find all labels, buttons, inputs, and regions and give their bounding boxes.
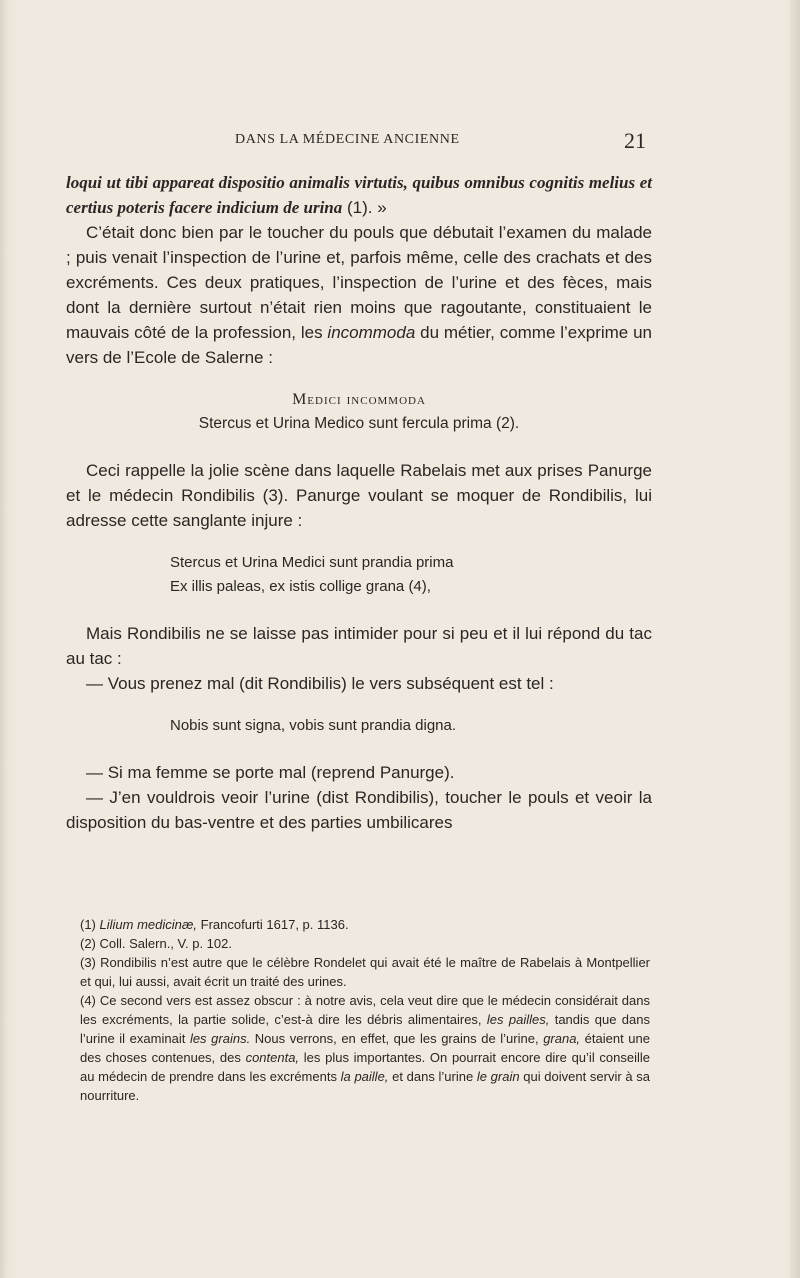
page-number: 21 bbox=[624, 128, 646, 153]
verse-title-text: Medici incommoda bbox=[292, 391, 426, 408]
paragraph-dialogue-1: — Vous prenez mal (dit Rondibilis) le vers subséquent est tel : bbox=[86, 674, 554, 693]
paragraph-examen bbox=[66, 220, 652, 370]
main-text bbox=[66, 170, 652, 835]
footnote-1-title: Lilium medicinæ, bbox=[99, 917, 198, 932]
footnote-4-text-b: tandis que dans l’urine il examinait bbox=[80, 1012, 651, 1046]
verse-line-salerne: Stercus et Urina Medico sunt fercula prima (2). bbox=[198, 415, 520, 432]
paragraph-examen-text-b: du métier, comme l’exprime un vers de l’Ecole de Salerne : bbox=[66, 323, 652, 367]
paragraph-dialogue-2: — Si ma femme se porte mal (reprend Panurge). bbox=[86, 763, 455, 782]
footnote-2: (2) Coll. Salern., V. p. 102. bbox=[80, 936, 232, 951]
footnote-4-text-a: (4) Ce second vers est assez obscur : à notre avis, cela veut dire que le médecin considérait dans les excréments, la partie solide, c’est-à dire les débris alimentaires, bbox=[80, 993, 650, 1027]
footnote-4-em-paille: la paille, bbox=[340, 1069, 389, 1084]
verse-title bbox=[66, 388, 652, 412]
footnotes bbox=[80, 915, 650, 1105]
page-edge bbox=[790, 0, 800, 1278]
verse-line-panurge-2: Ex illis paleas, ex istis collige grana (4), bbox=[170, 578, 431, 595]
footnote-1-number: (1) bbox=[80, 917, 100, 932]
footnote-4-text-f: et dans l’urine bbox=[388, 1069, 477, 1084]
spacer bbox=[66, 436, 652, 458]
footnote-4-text-e: les plus importantes. On pourrait encore dire qu’il conseille au médecin de prendre dans les excréments bbox=[80, 1050, 650, 1084]
running-head: DANS LA MÉDECINE ANCIENNE bbox=[235, 132, 460, 147]
latin-quote-paragraph bbox=[66, 170, 652, 220]
footnote-4-em-pailles: les pailles, bbox=[486, 1012, 550, 1027]
spacer bbox=[66, 696, 652, 714]
verse-line-panurge-1: Stercus et Urina Medici sunt prandia prima bbox=[170, 554, 454, 571]
latin-quote: loqui ut tibi appareat dispositio animalis virtutis, quibus omnibus cognitis melius et certius poteris facere indicium de urina bbox=[66, 173, 652, 217]
spacer bbox=[66, 599, 652, 621]
footnote-4-em-grain: le grain bbox=[476, 1069, 520, 1084]
paragraph-rabelais: Ceci rappelle la jolie scène dans laquelle Rabelais met aux prises Panurge et le médecin Rondibilis (3). Panurge voulant se moquer de Rondibilis, lui adresse cette sanglante injure : bbox=[66, 461, 652, 530]
incommoda-emphasis: incommoda bbox=[327, 323, 416, 342]
footnote-4-em-grana: grana, bbox=[543, 1031, 581, 1046]
spacer bbox=[66, 370, 652, 388]
paragraph-rondibilis: Mais Rondibilis ne se laisse pas intimider pour si peu et il lui répond du tac au tac : bbox=[66, 624, 652, 668]
footnote-ref-1: (1). » bbox=[342, 198, 387, 217]
spacer bbox=[66, 738, 652, 760]
paragraph-dialogue-3: — J’en vouldrois veoir l’urine (dist Rondibilis), toucher le pouls et veoir la disposition du bas-ventre et des parties umbilicares bbox=[66, 788, 652, 832]
page-header bbox=[0, 128, 800, 158]
verse-line-rondibilis: Nobis sunt signa, vobis sunt prandia digna. bbox=[170, 717, 457, 734]
footnote-1 bbox=[80, 915, 650, 934]
footnote-3: (3) Rondibilis n’est autre que le célèbre Rondelet qui avait été le maître de Rabelais à Montpellier et qui, lui aussi, avait écrit un traité des urines. bbox=[80, 955, 650, 989]
footnote-4-em-contenta: contenta, bbox=[245, 1050, 300, 1065]
footnote-1-text: Francofurti 1617, p. 1136. bbox=[197, 917, 349, 932]
footnote-4-em-grains: les grains. bbox=[189, 1031, 251, 1046]
footnote-4-text-d: étaient une des choses contenues, des bbox=[80, 1031, 651, 1065]
footnote-4 bbox=[80, 991, 650, 1105]
footnote-4-text-c: Nous verrons, en effet, que les grains de l’urine, bbox=[250, 1031, 544, 1046]
spacer bbox=[66, 533, 652, 551]
footnote-4-text-g: qui doivent servir à sa nourriture. bbox=[80, 1069, 651, 1103]
paragraph-examen-text-a: C’était donc bien par le toucher du pouls que débutait l’examen du malade ; puis venait l’inspection de l’urine et, parfois même, celle des crachats et des excréments. Ces deux pratiques, l’inspection de l’urine et des fèces, mais dont la dernière surtout n’était rien moins que ragoutante, constituaient le mauvais côté de la profession, les bbox=[66, 223, 652, 342]
